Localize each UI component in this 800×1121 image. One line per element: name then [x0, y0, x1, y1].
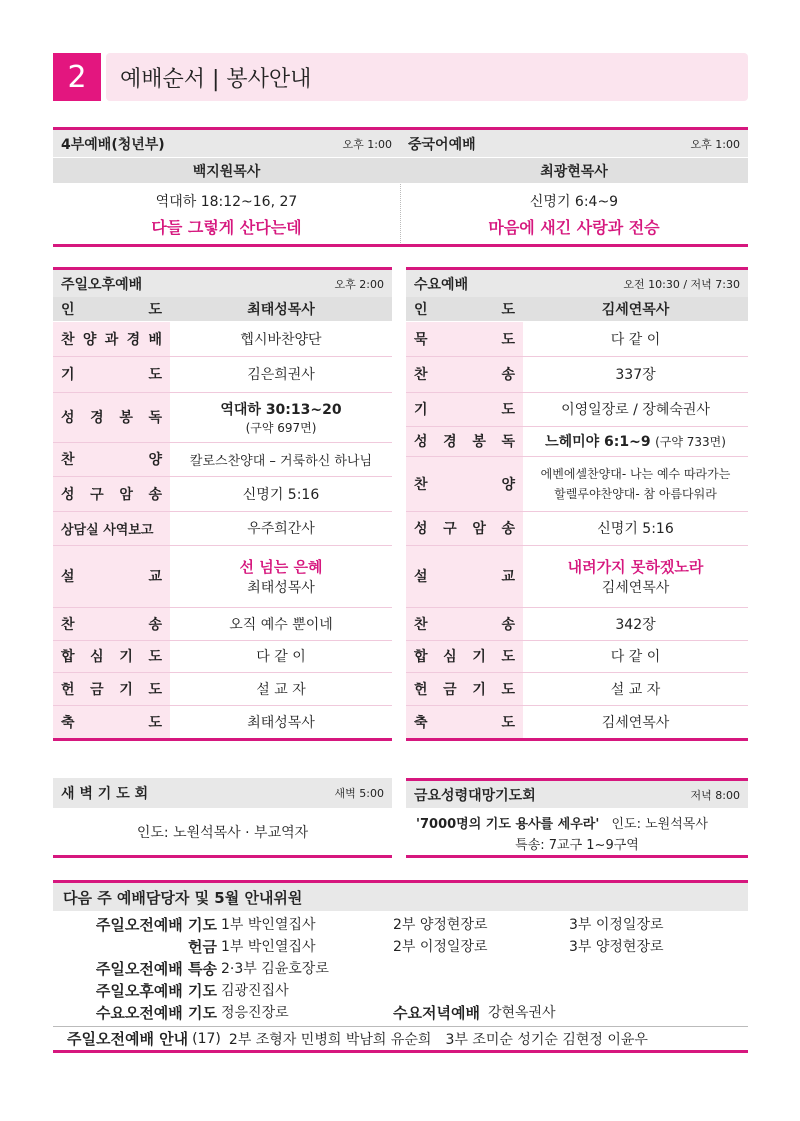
wednesday-title: 수요예배: [414, 276, 469, 293]
table-row: 기 도 이영일장로 / 장혜숙권사: [406, 392, 748, 426]
table-row: 설 교 선 넘는 은혜 최태성목사: [53, 545, 392, 607]
table-row: 설 교 내려가지 못하겠노라 김세연목사: [406, 545, 748, 607]
chinese-header: [400, 130, 748, 157]
table-row: [406, 297, 748, 321]
row-sub: 김세연목사: [601, 579, 670, 596]
row-sub: (구약 697면): [245, 420, 317, 435]
row-value: 우주희간사: [170, 511, 392, 545]
row-label: 수요오전예배 기도: [95, 1003, 217, 1022]
row-value: 2부 이정일장로: [393, 939, 488, 955]
row-value: 이영일장로 / 장혜숙권사: [523, 392, 748, 426]
section-number-badge: 2: [53, 53, 101, 101]
table-row: 찬 송 342장: [406, 607, 748, 640]
wednesday-time: 오전 10:30 / 저녁 7:30: [623, 277, 740, 291]
row-value: 1부 박인열집사: [221, 939, 316, 955]
friday-special: 특송: 7교구 1~9구역: [515, 838, 639, 853]
table-row: 찬 송 337장: [406, 356, 748, 392]
table-row: 성 구 암 송 신명기 5:16: [53, 476, 392, 511]
next-week-title: 다음 주 예배담당자 및 5월 안내위원: [53, 883, 748, 911]
row-value: 최태성목사: [247, 714, 315, 731]
service4-sermon: 다들 그렇게 산다는데: [151, 218, 302, 237]
friday-time: 저녁 8:00: [690, 788, 740, 802]
lead-label: 도: [501, 301, 515, 318]
row-label: 수요저녁예배: [393, 1003, 480, 1022]
list-item: [67, 957, 748, 979]
table-row: 기 도 김은희권사: [53, 356, 392, 392]
guide-label: 주일오전예배 안내: [67, 1030, 189, 1048]
row-value: 2·3부 김윤호장로: [221, 961, 329, 977]
row-value: 다 같 이: [523, 640, 748, 672]
afternoon-section: [53, 267, 392, 741]
table-row: 찬 양 에벤에셀찬양대- 나는 예수 따라가는 할렐루야찬양대- 참 아름다워라: [406, 456, 748, 511]
row-value: 헵시바찬양단: [170, 321, 392, 356]
guide-count: (17): [192, 1030, 221, 1047]
row-value: 김광진집사: [221, 983, 289, 999]
table-row: 찬 양 과 경 배 헵시바찬양단: [53, 321, 392, 356]
table-row: 헌 금 기 도 설 교 자: [53, 672, 392, 705]
wednesday-section: [406, 267, 748, 741]
dawn-body: 인도: 노원석목사 · 부교역자: [136, 825, 309, 841]
table-row: 성 경 봉 독 느헤미야 6:1~9 (구약 733면): [406, 426, 748, 456]
row-value: 느헤미야 6:1~9: [545, 434, 651, 450]
table-row: 축 도 김세연목사: [406, 705, 748, 738]
table-row: 찬 양 칼로스찬양대 – 거룩하신 하나님: [53, 442, 392, 476]
wednesday-table: [406, 297, 748, 738]
friday-header: [406, 778, 748, 808]
table-row: 헌 금 기 도 설 교 자: [406, 672, 748, 705]
row-sub: 최태성목사: [247, 579, 315, 596]
afternoon-header: [53, 270, 392, 297]
service4-section: [53, 127, 400, 247]
row-value: 337장: [523, 356, 748, 392]
row-sub: 할렐루야찬양대- 참 아름다워라: [554, 486, 717, 501]
dawn-header: [53, 778, 392, 808]
list-item: [67, 935, 748, 957]
afternoon-leader: 최태성목사: [170, 297, 392, 321]
row-value: 설 교 자: [170, 672, 392, 705]
lead-label: 인: [61, 301, 75, 318]
table-row: 성 경 봉 독 역대하 30:13~20 (구약 697면): [53, 392, 392, 442]
row-value: 다 같 이: [170, 640, 392, 672]
friday-title: 금요성령대망기도회: [414, 787, 536, 804]
row-value: 3부 양정현장로: [569, 939, 664, 955]
row-value: 신명기 5:16: [523, 511, 748, 545]
wednesday-leader: 김세연목사: [523, 297, 748, 321]
chinese-section: [400, 127, 748, 247]
afternoon-title: 주일오후예배: [61, 276, 143, 293]
row-value: 김은희권사: [170, 356, 392, 392]
table-row: 성 구 암 송 신명기 5:16: [406, 511, 748, 545]
chinese-leader: 최광현목사: [400, 157, 748, 183]
friday-leader: 인도: 노원석목사: [611, 817, 708, 832]
next-week-section: [53, 880, 748, 1053]
row-value: 1부 박인열집사: [221, 917, 316, 933]
row-value: 정응진장로: [221, 1005, 289, 1021]
dawn-time: 새벽 5:00: [334, 787, 384, 800]
row-value: 설 교 자: [523, 672, 748, 705]
row-sub: (구약 733면): [655, 435, 726, 449]
row-value: 신명기 5:16: [170, 476, 392, 511]
chinese-time: 오후 1:00: [690, 137, 740, 151]
row-value: 강현옥권사: [487, 1005, 556, 1021]
sermon-title: 선 넘는 은혜: [239, 557, 323, 576]
dawn-title: 새 벽 기 도 회: [61, 786, 149, 802]
chinese-scripture: 신명기 6:4~9: [529, 194, 619, 210]
row-value: 역대하 30:13~20: [220, 401, 342, 418]
row-value: 342장: [523, 607, 748, 640]
row-value: 오직 예수 뿐이네: [170, 607, 392, 640]
table-row: [53, 511, 392, 545]
friday-theme: '7000명의 기도 용사를 세우라': [416, 817, 600, 832]
list-item: [67, 1001, 748, 1023]
row-value: 칼로스찬양대 – 거룩하신 하나님: [170, 442, 392, 476]
guide-group-2: 2부 조형자 민병희 박남희 유순희: [228, 1031, 432, 1048]
afternoon-table: [53, 297, 392, 738]
wednesday-header: [406, 270, 748, 297]
table-row: 묵 도 다 같 이: [406, 321, 748, 356]
page-title: 예배순서 | 봉사안내: [106, 53, 748, 101]
list-item: [67, 913, 748, 935]
row-value: 김세연목사: [601, 714, 670, 731]
chinese-sermon: 마음에 새긴 사랑과 전승: [488, 218, 660, 237]
row-label: 상담실 사역보고: [53, 511, 170, 545]
service4-scripture: 역대하 18:12~16, 27: [155, 194, 298, 210]
row-label: 주일오전예배 특송: [95, 959, 217, 978]
service4-title: 4부예배(청년부): [61, 136, 165, 153]
table-row: 합 심 기 도 다 같 이: [53, 640, 392, 672]
row-label: 주일오전예배 기도: [95, 915, 217, 934]
table-row: 합 심 기 도 다 같 이: [406, 640, 748, 672]
service4-time: 오후 1:00: [342, 137, 392, 151]
row-value: 2부 양정현장로: [393, 917, 488, 933]
friday-section: [406, 778, 748, 858]
table-row: [53, 297, 392, 321]
chinese-title: 중국어예배: [408, 136, 476, 153]
list-item: [67, 979, 748, 1001]
row-value: 다 같 이: [523, 321, 748, 356]
service4-header: [53, 130, 400, 157]
lead-label: 인: [414, 301, 428, 318]
table-row: 축 도 최태성목사: [53, 705, 392, 738]
row-label: 주일오후예배 기도: [95, 981, 217, 1000]
sermon-title: 내려가지 못하겠노라: [567, 557, 704, 576]
dawn-section: [53, 778, 392, 858]
row-value: 에벤에셀찬양대- 나는 예수 따라가는: [540, 466, 731, 481]
guide-group-3: 3부 조미순 성기순 김현정 이윤우: [445, 1031, 648, 1048]
afternoon-time: 오후 2:00: [334, 277, 384, 291]
row-label: 헌금: [188, 937, 217, 956]
table-row: 찬 송 오직 예수 뿐이네: [53, 607, 392, 640]
guide-row: [53, 1026, 748, 1053]
service4-leader: 백지원목사: [53, 157, 400, 183]
lead-label: 도: [148, 301, 162, 318]
row-value: 3부 이정일장로: [569, 917, 664, 933]
